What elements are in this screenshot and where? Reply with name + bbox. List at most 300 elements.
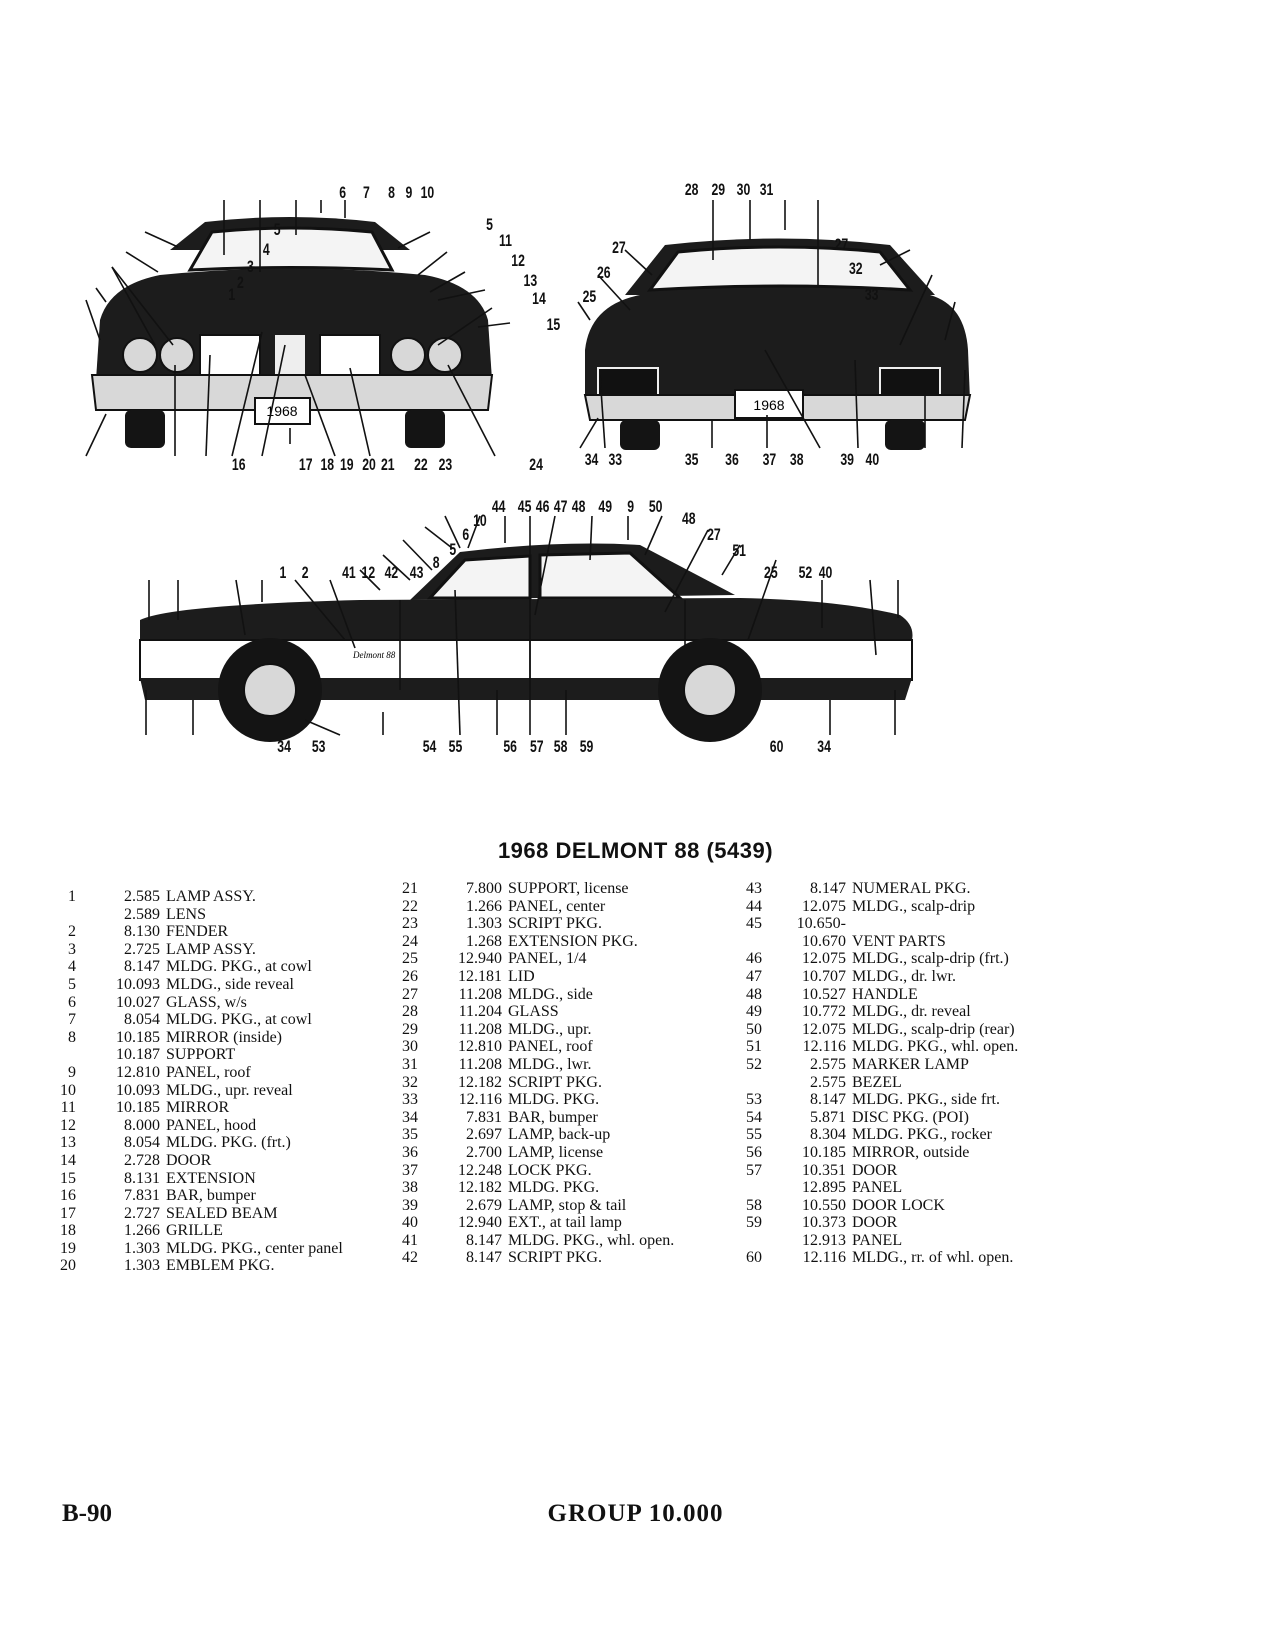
item-number: 39 xyxy=(402,1196,418,1214)
callout-9: 9 xyxy=(405,184,413,203)
parts-row xyxy=(372,1197,674,1215)
part-description: LAMP, back-up xyxy=(508,1126,611,1144)
parts-row xyxy=(372,1232,674,1250)
parts-row xyxy=(372,1038,674,1056)
item-number: 49 xyxy=(746,1003,762,1021)
item-number: 7 xyxy=(68,1011,76,1029)
parts-row xyxy=(30,1205,343,1223)
callout-34-side-rear: 34 xyxy=(817,738,831,757)
part-number: 2.697 xyxy=(466,1126,502,1144)
item-number xyxy=(30,1046,78,1064)
parts-row xyxy=(716,933,1018,951)
part-number: 10.185 xyxy=(116,1099,160,1117)
part-description: SCRIPT PKG. xyxy=(508,1073,602,1091)
part-number: 1.266 xyxy=(124,1222,160,1240)
part-number: 1.266 xyxy=(466,897,502,915)
parts-row xyxy=(372,950,674,968)
callout-44: 44 xyxy=(491,498,506,517)
callout-16: 16 xyxy=(231,456,246,475)
parts-row xyxy=(30,1170,343,1188)
part-number: 12.248 xyxy=(458,1161,502,1179)
callout-5b: 5 xyxy=(486,216,493,235)
callout-27-side: 27 xyxy=(707,526,721,545)
callout-24: 24 xyxy=(529,456,543,475)
callout-45: 45 xyxy=(517,498,532,517)
callout-27a: 27 xyxy=(612,239,626,258)
part-description: LOCK PKG. xyxy=(508,1161,592,1179)
callout-25-side: 25 xyxy=(764,564,778,583)
parts-row xyxy=(716,1144,1018,1162)
part-description: LID xyxy=(508,967,535,985)
part-description: LAMP ASSY. xyxy=(166,940,256,958)
parts-row xyxy=(30,958,343,976)
part-number: 12.182 xyxy=(458,1179,502,1197)
item-number xyxy=(716,1074,764,1092)
parts-row xyxy=(30,1082,343,1100)
callout-43: 43 xyxy=(409,564,424,583)
part-description: MLDG., dr. lwr. xyxy=(852,967,956,985)
parts-row xyxy=(372,1179,674,1197)
callout-7: 7 xyxy=(362,184,370,203)
part-number: 8.130 xyxy=(124,923,160,941)
parts-column-3 xyxy=(716,880,1018,1267)
callout-12-side: 12 xyxy=(361,564,376,583)
item-number: 2 xyxy=(68,923,76,941)
parts-row xyxy=(716,1214,1018,1232)
callout-33a: 33 xyxy=(864,286,879,305)
part-number: 11.204 xyxy=(458,1003,502,1021)
part-number: 11.208 xyxy=(458,985,502,1003)
parts-row xyxy=(372,1021,674,1039)
part-description: SUPPORT xyxy=(166,1046,236,1064)
part-number: 7.831 xyxy=(124,1187,160,1205)
item-number: 44 xyxy=(746,897,762,915)
part-description: GRILLE xyxy=(166,1222,223,1240)
side-badge: Delmont 88 xyxy=(353,650,396,660)
part-number: 10.772 xyxy=(802,1003,846,1021)
callout-55: 55 xyxy=(448,738,463,757)
part-number: 12.940 xyxy=(458,1214,502,1232)
part-number: 1.303 xyxy=(124,1257,160,1275)
parts-row xyxy=(716,1056,1018,1074)
item-number: 41 xyxy=(402,1231,418,1249)
parts-row xyxy=(372,1003,674,1021)
part-description: MLDG. PKG., whl. open. xyxy=(852,1038,1019,1056)
parts-row xyxy=(30,1222,343,1240)
callout-40-side: 40 xyxy=(818,564,833,583)
part-description: NUMERAL PKG. xyxy=(852,880,971,897)
part-description: MLDG. PKG. xyxy=(508,1091,600,1109)
callout-50: 50 xyxy=(648,498,663,517)
part-number: 2.728 xyxy=(124,1151,160,1169)
part-description: MLDG. PKG., at cowl xyxy=(166,1011,312,1029)
item-number: 24 xyxy=(402,932,418,950)
part-number: 12.895 xyxy=(802,1179,846,1197)
item-number: 9 xyxy=(68,1063,76,1081)
parts-row xyxy=(30,976,343,994)
item-number: 42 xyxy=(402,1249,418,1267)
part-number: 7.831 xyxy=(466,1108,502,1126)
front-view xyxy=(86,184,560,474)
callout-11: 11 xyxy=(499,232,512,251)
part-description: MLDG., side reveal xyxy=(166,975,294,993)
parts-row xyxy=(30,1240,343,1258)
part-description: DOOR xyxy=(166,1151,212,1169)
part-number: 1.303 xyxy=(466,915,502,933)
part-description: MLDG., upr. xyxy=(508,1020,592,1038)
part-description: PANEL, center xyxy=(508,897,606,915)
part-number: 10.650- xyxy=(796,915,846,933)
item-number: 56 xyxy=(746,1143,762,1161)
item-number: 54 xyxy=(746,1108,762,1126)
part-description: PANEL, roof xyxy=(508,1038,593,1056)
part-number: 8.147 xyxy=(466,1249,502,1267)
part-description: MLDG., lwr. xyxy=(508,1055,592,1073)
part-number: 10.707 xyxy=(802,967,846,985)
callout-14: 14 xyxy=(532,290,546,309)
part-number: 12.116 xyxy=(802,1038,846,1056)
part-description: EMBLEM PKG. xyxy=(166,1257,275,1275)
parts-row xyxy=(716,1074,1018,1092)
callout-18: 18 xyxy=(320,456,335,475)
parts-row xyxy=(372,1162,674,1180)
item-number: 45 xyxy=(746,915,762,933)
callout-53: 53 xyxy=(311,738,326,757)
item-number: 26 xyxy=(402,967,418,985)
part-description: MLDG., side xyxy=(508,985,593,1003)
item-number: 19 xyxy=(60,1239,76,1257)
parts-row xyxy=(30,1046,343,1064)
part-number: 12.181 xyxy=(458,967,502,985)
callout-40: 40 xyxy=(865,451,880,470)
callout-51: 51 xyxy=(732,542,746,561)
callout-26: 26 xyxy=(596,264,611,283)
group-label: GROUP 10.000 xyxy=(547,1500,724,1527)
part-number: 5.871 xyxy=(810,1108,846,1126)
parts-row xyxy=(372,986,674,1004)
part-description: MLDG. PKG., side frt. xyxy=(852,1091,1000,1109)
part-description: PANEL, hood xyxy=(166,1116,257,1134)
part-description: BAR, bumper xyxy=(508,1108,598,1126)
callout-10-side: 10 xyxy=(473,512,487,531)
part-description: FENDER xyxy=(166,923,229,941)
item-number: 11 xyxy=(60,1099,76,1117)
part-number: 8.000 xyxy=(124,1116,160,1134)
parts-row xyxy=(30,1029,343,1047)
part-description: LAMP, stop & tail xyxy=(508,1196,627,1214)
item-number xyxy=(716,933,764,951)
item-number: 52 xyxy=(746,1055,762,1073)
item-number: 21 xyxy=(402,880,418,897)
part-number: 2.575 xyxy=(810,1073,846,1091)
part-description: MARKER LAMP xyxy=(852,1055,969,1073)
part-description: MLDG. PKG. (frt.) xyxy=(166,1134,291,1152)
parts-row xyxy=(30,1187,343,1205)
parts-row xyxy=(30,1011,343,1029)
parts-row xyxy=(716,1003,1018,1021)
item-number: 38 xyxy=(402,1179,418,1197)
item-number: 31 xyxy=(402,1055,418,1073)
part-description: PANEL xyxy=(852,1231,903,1249)
callout-46: 46 xyxy=(535,498,550,517)
item-number: 17 xyxy=(60,1204,76,1222)
part-number: 8.304 xyxy=(810,1126,846,1144)
part-number: 8.147 xyxy=(810,880,846,897)
part-description: MLDG. PKG., center panel xyxy=(166,1239,343,1257)
part-description: MLDG. PKG., whl. open. xyxy=(508,1231,675,1249)
part-description: PANEL xyxy=(852,1179,903,1197)
item-number: 46 xyxy=(746,950,762,968)
part-number: 10.093 xyxy=(116,1081,160,1099)
rear-license-plate: 1968 xyxy=(753,397,785,413)
parts-row xyxy=(30,994,343,1012)
part-description: LAMP, license xyxy=(508,1143,604,1161)
part-description: SUPPORT, license xyxy=(508,880,629,897)
item-number: 48 xyxy=(746,985,762,1003)
part-description: MLDG., rr. of whl. open. xyxy=(852,1249,1014,1267)
part-description: DOOR xyxy=(852,1161,898,1179)
part-description: EXTENSION PKG. xyxy=(508,932,638,950)
part-number: 1.303 xyxy=(124,1239,160,1257)
item-number: 5 xyxy=(68,975,76,993)
page-number: B-90 xyxy=(62,1500,112,1527)
part-description: GLASS, w/s xyxy=(166,993,247,1011)
item-number: 15 xyxy=(60,1169,76,1187)
item-number: 22 xyxy=(402,897,418,915)
part-description: VENT PARTS xyxy=(852,932,946,950)
part-description: MLDG. PKG., rocker xyxy=(852,1126,992,1144)
parts-diagram xyxy=(0,0,1271,800)
callout-30: 30 xyxy=(736,181,751,200)
part-number: 10.527 xyxy=(802,985,846,1003)
callout-8-side: 8 xyxy=(432,554,440,573)
part-number: 2.575 xyxy=(810,1055,846,1073)
part-number: 12.116 xyxy=(802,1249,846,1267)
parts-row xyxy=(716,1249,1018,1267)
parts-row xyxy=(716,915,1018,933)
parts-row xyxy=(372,968,674,986)
callout-17: 17 xyxy=(298,456,313,475)
callout-39: 39 xyxy=(840,451,854,470)
part-number: 10.027 xyxy=(116,993,160,1011)
part-number: 1.268 xyxy=(466,932,502,950)
item-number: 1 xyxy=(68,888,76,905)
item-number: 29 xyxy=(402,1020,418,1038)
callout-8: 8 xyxy=(388,184,395,203)
part-description: BEZEL xyxy=(852,1073,902,1091)
part-description: MIRROR xyxy=(166,1099,230,1117)
item-number: 50 xyxy=(746,1020,762,1038)
item-number: 51 xyxy=(746,1038,762,1056)
parts-row xyxy=(372,898,674,916)
callout-21: 21 xyxy=(380,456,395,475)
callout-49: 49 xyxy=(598,498,613,517)
parts-row xyxy=(30,1117,343,1135)
item-number: 13 xyxy=(60,1134,76,1152)
part-number: 10.185 xyxy=(116,1028,160,1046)
part-description: BAR, bumper xyxy=(166,1187,256,1205)
item-number: 53 xyxy=(746,1091,762,1109)
parts-row xyxy=(716,1109,1018,1127)
item-number: 12 xyxy=(60,1116,76,1134)
callout-6: 6 xyxy=(339,184,347,203)
callout-28: 28 xyxy=(684,181,699,200)
parts-row xyxy=(716,880,1018,898)
callout-47: 47 xyxy=(553,498,568,517)
callout-29: 29 xyxy=(711,181,726,200)
parts-row xyxy=(30,941,343,959)
part-description: MIRROR, outside xyxy=(852,1143,970,1161)
part-description: DOOR xyxy=(852,1214,898,1232)
part-description: MLDG., scalp-drip (rear) xyxy=(852,1020,1015,1038)
parts-row xyxy=(716,1179,1018,1197)
item-number xyxy=(716,1232,764,1250)
callout-31: 31 xyxy=(759,181,774,200)
parts-row xyxy=(372,880,674,898)
part-number: 8.147 xyxy=(124,958,160,976)
callout-12: 12 xyxy=(511,252,525,271)
part-description: MLDG. PKG., at cowl xyxy=(166,958,312,976)
part-number: 8.147 xyxy=(810,1091,846,1109)
callout-36: 36 xyxy=(725,451,739,470)
part-description: SEALED BEAM xyxy=(166,1204,278,1222)
parts-row xyxy=(372,933,674,951)
parts-row xyxy=(30,888,343,906)
callout-34-side-front: 34 xyxy=(277,738,291,757)
item-number: 8 xyxy=(68,1028,76,1046)
part-number: 11.208 xyxy=(458,1020,502,1038)
callout-5-side: 5 xyxy=(449,541,457,560)
item-number: 16 xyxy=(60,1187,76,1205)
part-number: 8.054 xyxy=(124,1011,160,1029)
part-number: 12.913 xyxy=(802,1231,846,1249)
callout-35: 35 xyxy=(684,451,699,470)
callout-41: 41 xyxy=(342,564,356,583)
callout-2-side: 2 xyxy=(301,564,309,583)
rear-view xyxy=(578,181,970,469)
parts-row xyxy=(30,1257,343,1275)
item-number: 20 xyxy=(60,1257,76,1275)
callout-1-side: 1 xyxy=(279,564,287,583)
parts-row xyxy=(372,1074,674,1092)
parts-row xyxy=(716,1162,1018,1180)
callout-20: 20 xyxy=(362,456,376,475)
callout-57: 57 xyxy=(530,738,544,757)
part-description: HANDLE xyxy=(852,985,918,1003)
parts-row xyxy=(372,1091,674,1109)
part-description: MLDG., upr. reveal xyxy=(166,1081,293,1099)
parts-row xyxy=(372,1126,674,1144)
item-number: 43 xyxy=(746,880,762,897)
item-number: 33 xyxy=(402,1091,418,1109)
side-view xyxy=(140,498,913,756)
part-number: 2.679 xyxy=(466,1196,502,1214)
part-number: 10.670 xyxy=(802,932,846,950)
part-number: 12.075 xyxy=(802,1020,846,1038)
parts-row xyxy=(716,1021,1018,1039)
item-number: 25 xyxy=(402,950,418,968)
part-number: 12.075 xyxy=(802,950,846,968)
parts-row xyxy=(716,968,1018,986)
callout-25: 25 xyxy=(582,288,597,307)
parts-row xyxy=(716,950,1018,968)
item-number: 4 xyxy=(68,958,76,976)
part-description: LENS xyxy=(166,905,206,923)
part-number: 12.075 xyxy=(802,897,846,915)
part-description: EXT., at tail lamp xyxy=(508,1214,622,1232)
part-number: 8.147 xyxy=(466,1231,502,1249)
callout-19: 19 xyxy=(339,456,354,475)
parts-row xyxy=(716,1091,1018,1109)
callout-32: 32 xyxy=(848,260,863,279)
part-number: 10.550 xyxy=(802,1196,846,1214)
parts-row xyxy=(372,1056,674,1074)
part-number: 2.727 xyxy=(124,1204,160,1222)
part-description: SCRIPT PKG. xyxy=(508,1249,602,1267)
item-number: 27 xyxy=(402,985,418,1003)
item-number: 37 xyxy=(402,1161,418,1179)
callout-4: 4 xyxy=(262,241,270,260)
part-number: 2.700 xyxy=(466,1143,502,1161)
callout-9-side: 9 xyxy=(627,498,635,517)
item-number: 10 xyxy=(60,1081,76,1099)
callout-13: 13 xyxy=(523,272,538,291)
parts-row xyxy=(30,923,343,941)
item-number: 40 xyxy=(402,1214,418,1232)
part-number: 10.373 xyxy=(802,1214,846,1232)
item-number: 32 xyxy=(402,1073,418,1091)
parts-row xyxy=(30,1152,343,1170)
part-number: 10.093 xyxy=(116,975,160,993)
page-title: 1968 DELMONT 88 (5439) xyxy=(497,838,774,863)
callout-2: 2 xyxy=(236,274,244,293)
part-number: 2.585 xyxy=(124,888,160,905)
item-number: 36 xyxy=(402,1143,418,1161)
parts-column-2 xyxy=(372,880,674,1267)
callout-56: 56 xyxy=(503,738,517,757)
part-description: MLDG., scalp-drip (frt.) xyxy=(852,950,1009,968)
part-number: 10.185 xyxy=(802,1143,846,1161)
callout-27b: 27 xyxy=(834,236,849,255)
parts-row xyxy=(30,1064,343,1082)
item-number: 14 xyxy=(60,1151,76,1169)
callout-1: 1 xyxy=(228,286,236,305)
callout-23: 23 xyxy=(438,456,453,475)
part-number: 12.810 xyxy=(116,1063,160,1081)
item-number: 59 xyxy=(746,1214,762,1232)
part-description: MIRROR (inside) xyxy=(166,1028,282,1046)
callout-34: 34 xyxy=(584,451,599,470)
item-number: 28 xyxy=(402,1003,418,1021)
parts-row xyxy=(30,1134,343,1152)
part-number: 8.131 xyxy=(124,1169,160,1187)
callout-22: 22 xyxy=(414,456,428,475)
front-license-plate: 1968 xyxy=(266,403,298,419)
item-number: 34 xyxy=(402,1108,418,1126)
parts-row xyxy=(716,1232,1018,1250)
part-number: 12.810 xyxy=(458,1038,502,1056)
callout-38: 38 xyxy=(789,451,804,470)
part-number: 12.940 xyxy=(458,950,502,968)
part-description: MLDG., scalp-drip xyxy=(852,897,976,915)
parts-row xyxy=(716,986,1018,1004)
item-number: 18 xyxy=(60,1222,76,1240)
parts-row xyxy=(372,1249,674,1267)
callout-60: 60 xyxy=(769,738,784,757)
callout-42: 42 xyxy=(384,564,399,583)
item-number: 58 xyxy=(746,1196,762,1214)
callout-6-side: 6 xyxy=(462,526,470,545)
